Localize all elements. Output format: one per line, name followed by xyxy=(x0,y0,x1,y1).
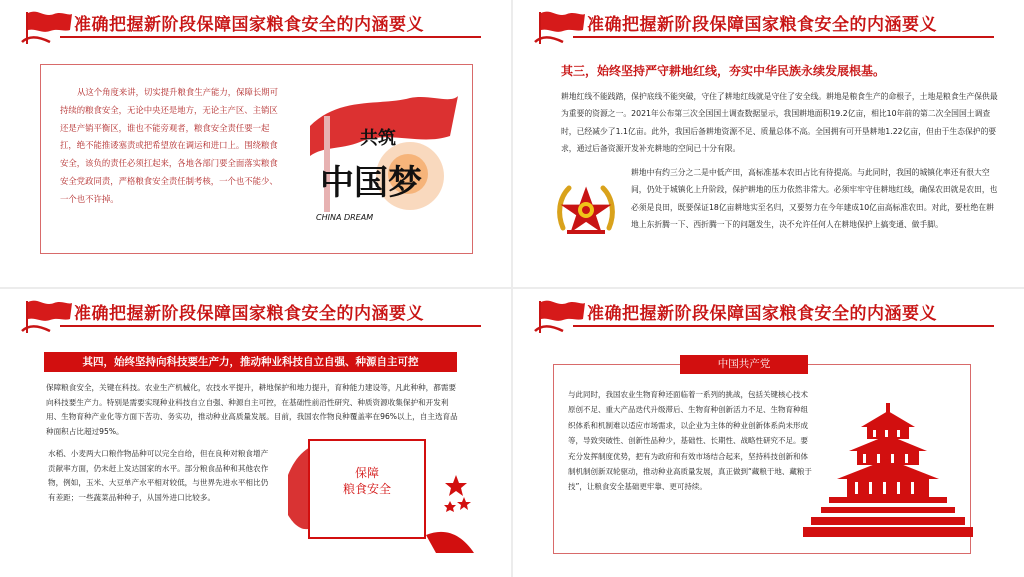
red-flag-icon xyxy=(20,297,74,335)
slide-1[interactable] xyxy=(0,0,511,287)
body-text: 与此同时，我国农业生物育种还面临着一系列的挑战，包括关键核心技术原创不足、重大产品迭代升级滞后、生物育种创新活力不足、生物育种组织体系和机制难以适应市场需求，以企业为主体的种业创新体系尚未形成等，导致突破性、创新性品种少，基础性、长期性、战略性研究不足。要充分发挥制度优势，把有为政府和有效市场结合起来，坚持科技创新和体制机制创新双轮驱动，推动种业高质量发展，真正做到“藏粮于地、藏粮于技”，让粮食安全基础更牢靠、更可持续。 xyxy=(568,390,812,492)
slide-title: 准确把握新阶段保障国家粮食安全的内涵要义 xyxy=(74,304,424,324)
title-rule xyxy=(573,325,994,327)
slide-title: 准确把握新阶段保障国家粮食安全的内涵要义 xyxy=(74,15,424,35)
red-flag-icon xyxy=(20,8,74,46)
china-dream-artwork xyxy=(290,86,460,236)
party-tag: 中国共产党 xyxy=(680,355,808,374)
svg-text:共筑: 共筑 xyxy=(360,128,396,149)
section-banner: 其四，始终坚持向科技要生产力，推动种业科技自立自强、种源自主可控 xyxy=(44,352,457,372)
title-rule xyxy=(573,36,994,38)
section-heading: 其三，始终坚持严守耕地红线，夯实中华民族永续发展根基。 xyxy=(561,64,886,78)
red-flag-icon xyxy=(533,297,587,335)
slide-2[interactable] xyxy=(513,0,1024,287)
temple-of-heaven-icon xyxy=(803,397,973,545)
svg-text:CHINA DREAM: CHINA DREAM xyxy=(316,213,374,222)
body-text: 耕地红线不能践踏，保护底线不能突破，守住了耕地红线就是守住了安全线。耕地是粮食生产的命根子，土地是粮食生产保供最为重要的资源之一。2021年公布第三次全国国土调查数据显示，我国耕地面积19.2亿亩，相比10年前的第二次全国国土调查时，已经减少了1.1亿亩。此外，我国后备耕地资源不足、质量总体不高。全国拥有可开垦耕地1.22亿亩，但由于生态保护的要求，通过后备资源开发补充耕地的空间已十分有限。 xyxy=(561,92,998,154)
title-rule xyxy=(60,36,481,38)
body-text-continued: 耕地中有约三分之二是中低产田，高标准基本农田占比有待提高。与此同时，我国的城镇化率还有很大空间，仍处于城镇化上升阶段，保护耕地的压力依然非常大。必须牢牢守住耕地红线，确保农田就是农田，也必须是良田，既要保证18亿亩耕地实至名归，又要努力在今年建成10亿亩高标准农田。对此，要杜绝在耕地上东折腾一下、西折腾一下的问题发生，决不允许任何人在耕地保护上搞变通、做手脚。 xyxy=(631,168,998,230)
body-text: 保障粮食安全，关键在科技。农业生产机械化，农技水平提升，耕地保护和地力提升，育种能力建设等，凡此种种，都需要向科技要生产力。特别是需要实现种业科技自立自强、种源自主可控，在基础性前沿性研究、种质资源收集保护和开发利用、生物育种产业化等方面下苦功、务实功，推动种业高质量发展。目前，我国农作物良种覆盖率在96%以上，自主选育品种面积占比超过95%。 xyxy=(46,383,458,436)
slide-title: 准确把握新阶段保障国家粮食安全的内涵要义 xyxy=(587,15,937,35)
title-rule xyxy=(60,325,481,327)
svg-text:中国梦: 中国梦 xyxy=(320,163,422,203)
slide-title: 准确把握新阶段保障国家粮食安全的内涵要义 xyxy=(587,304,937,324)
slide-3[interactable] xyxy=(0,289,511,577)
slide-4[interactable] xyxy=(513,289,1024,577)
body-text-continued: 水稻、小麦两大口粮作物品种可以完全自给，但在良种对粮食增产贡献率方面，仍未赶上发达国家的水平。部分粮食品种和其他农作物，例如，玉米、大豆单产水平相对较低，与世界先进水平相比仍有差距；一些蔬菜品种种子，从国外进口比较多。 xyxy=(48,449,269,502)
party-emblem-icon xyxy=(553,176,619,242)
red-flag-icon xyxy=(533,8,587,46)
body-text: 从这个角度来讲，切实提升粮食生产能力，保障长期可持续的粮食安全，无论中央还是地方，无论主产区、主销区还是产销平衡区，谁也不能旁观者，粮食安全责任要一起扛，绝不能推诿塞责或把希望放在调运和进口上。围绕粮食安全，该负的责任必须扛起来，各地各部门要全面落实粮食安全党政同责，严格粮食安全责任制考核，一个也不能少、一个也不许掉。 xyxy=(60,87,278,204)
callout-text: 保障 粮食安全 xyxy=(342,466,391,496)
